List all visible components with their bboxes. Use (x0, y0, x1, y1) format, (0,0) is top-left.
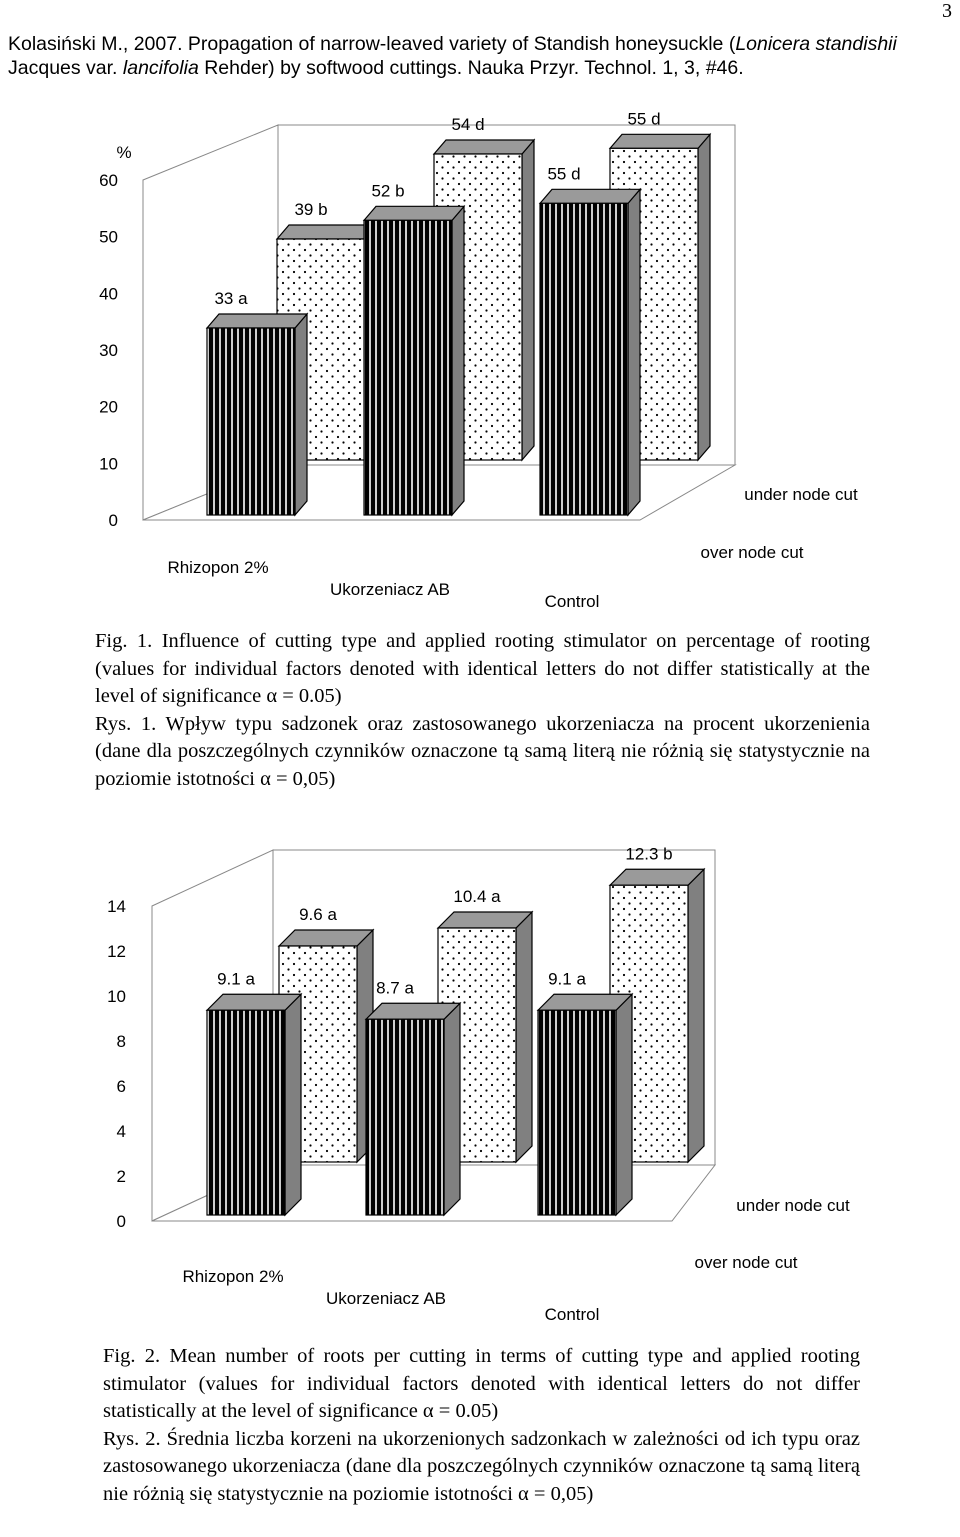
variety-name: lancifolia (122, 57, 199, 79)
bar (366, 1003, 460, 1215)
bar-front (207, 328, 295, 515)
bar-side (688, 869, 704, 1162)
bar-top (540, 189, 640, 203)
bar-top (364, 206, 464, 220)
figure-2-chart (0, 835, 960, 1335)
y-tick-label: 6 (116, 1077, 126, 1096)
y-tick-label: 12 (107, 942, 126, 961)
bar (207, 994, 301, 1215)
figure-2-caption (103, 1343, 860, 1508)
bar-side (698, 134, 710, 460)
bar (207, 314, 307, 515)
series-label: under node cut (744, 485, 858, 504)
category-label: Ukorzeniacz AB (326, 1289, 446, 1308)
bar-front (366, 1019, 444, 1215)
y-tick-label: 2 (116, 1167, 126, 1186)
bar-side (295, 314, 307, 515)
bar-top (438, 912, 532, 928)
bar-front (207, 1010, 285, 1215)
data-label: 54 d (451, 115, 485, 134)
data-label: 55 d (547, 164, 581, 184)
figure-1-chart (0, 110, 960, 630)
bar-top (610, 869, 704, 885)
citation-text-2: Jacques var. (8, 57, 123, 79)
y-tick-label: 50 (99, 227, 118, 247)
series-label: over node cut (700, 543, 804, 562)
y-tick-label: 14 (107, 897, 126, 916)
bar-top (366, 1003, 460, 1019)
bar-top (207, 314, 307, 328)
category-label: Rhizopon 2% (182, 1267, 284, 1286)
bar-front (538, 1010, 616, 1215)
bar (364, 206, 464, 515)
bar-top (538, 994, 632, 1010)
series-label: over node cut (694, 1253, 798, 1272)
data-label: 10.4 a (453, 887, 501, 906)
bar-top (207, 994, 301, 1010)
citation-header (8, 32, 952, 80)
citation-text-1: Kolasiński M., 2007. Propagation of narrow-leaved variety of Standish honeysuckle ( (8, 33, 736, 55)
y-tick-label: 10 (107, 987, 126, 1006)
figure-2-svg (0, 835, 960, 1335)
y-tick-label: 30 (99, 341, 118, 360)
category-label: Control (544, 1305, 600, 1324)
bar-side (444, 1003, 460, 1215)
category-label: Control (544, 592, 600, 611)
bar-side (616, 994, 632, 1215)
page-number: 3 (942, 0, 952, 22)
data-label: 52 b (371, 181, 405, 201)
figure-1-svg (0, 110, 960, 630)
data-label: 12.3 b (625, 844, 673, 864)
y-axis-label: % (116, 143, 132, 162)
bar-top (277, 225, 377, 239)
bar-front (540, 203, 628, 515)
bar (538, 994, 632, 1215)
data-label: 9.6 a (299, 905, 337, 924)
y-tick-label: 20 (99, 397, 118, 417)
y-tick-label: 0 (108, 511, 118, 530)
y-tick-label: 8 (116, 1032, 126, 1051)
citation-text-3: Rehder) by softwood cuttings. Nauka Przyr. Technol. 1, 3, #46. (198, 57, 744, 79)
bar-side (522, 140, 534, 460)
data-label: 9.1 a (217, 969, 255, 989)
y-tick-label: 10 (99, 454, 118, 474)
y-tick-label: 60 (99, 171, 118, 190)
figure-1-caption-pl: Rys. 1. Wpływ typu sadzonek oraz zastosowanego ukorzeniacza na procent ukorzenienia (dane dla poszczególnych czynników oznaczone tą samą literą nie różnią się statystycznie na poziomie istotności α = 0,05) (95, 712, 870, 790)
data-label: 8.7 a (376, 978, 414, 998)
bar-front (364, 220, 452, 515)
figure-2-caption-en: Fig. 2. Mean number of roots per cutting in terms of cutting type and applied rooting stimulator (values for individual factors denoted with identical letters do not differ statistically at the level of significance α = 0.05) (103, 1345, 860, 1422)
data-label: 55 d (627, 110, 661, 129)
y-tick-label: 4 (116, 1122, 126, 1141)
bar-side (628, 189, 640, 515)
figure-1-caption (95, 628, 870, 793)
bar-side (285, 994, 301, 1215)
figure-1-caption-en: Fig. 1. Influence of cutting type and applied rooting stimulator on percentage of rooting (values for individual factors denoted with identical letters do not differ statistically at the level of significance α = 0.05) (95, 630, 870, 707)
y-tick-label: 0 (116, 1212, 126, 1231)
y-tick-label: 40 (99, 284, 118, 304)
data-label: 9.1 a (548, 969, 586, 989)
species-name: Lonicera standishii (735, 33, 897, 55)
bar-top (434, 140, 534, 154)
bar-side (452, 206, 464, 515)
bar-side (516, 912, 532, 1162)
figure-2-caption-pl: Rys. 2. Średnia liczba korzeni na ukorzenionych sadzonkach w zależności od ich typu oraz zastosowanego ukorzeniacza (dane dla poszczególnych czynników oznaczone tą samą literą nie różnią się statystycznie na poziomie istotności α = 0,05) (103, 1427, 860, 1505)
bar (540, 189, 640, 515)
series-label: under node cut (736, 1196, 850, 1215)
data-label: 33 a (214, 289, 248, 308)
bar-top (279, 930, 373, 946)
category-label: Rhizopon 2% (167, 558, 269, 577)
category-label: Ukorzeniacz AB (330, 580, 450, 599)
bar-top (610, 134, 710, 148)
data-label: 39 b (294, 200, 328, 219)
